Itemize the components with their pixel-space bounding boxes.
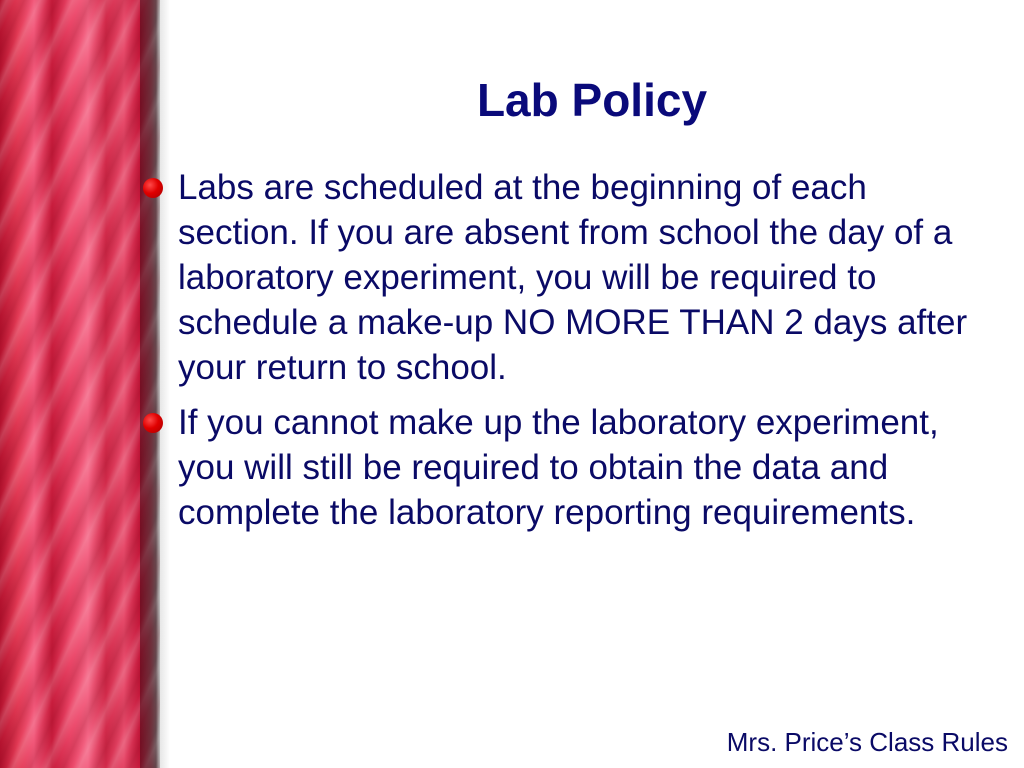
bullet-list: [140, 165, 980, 545]
red-circle-bullet-icon: [143, 413, 163, 433]
bullet-item: [140, 400, 980, 535]
bullet-text: If you cannot make up the laboratory experiment, you will still be required to obtain the data and complete the laboratory reporting requirements.: [178, 403, 939, 532]
footer-text: Mrs. Price’s Class Rules: [726, 727, 1008, 757]
slide-title: Lab Policy: [476, 74, 708, 126]
bullet-text: Labs are scheduled at the beginning of each section. If you are absent from school the day of a laboratory experiment, you will be required to schedule a make-up NO MORE THAN 2 days after your return to school.: [178, 168, 968, 387]
red-circle-bullet-icon: [143, 178, 163, 198]
curtain-border: [0, 0, 160, 768]
bullet-item: [140, 165, 980, 390]
